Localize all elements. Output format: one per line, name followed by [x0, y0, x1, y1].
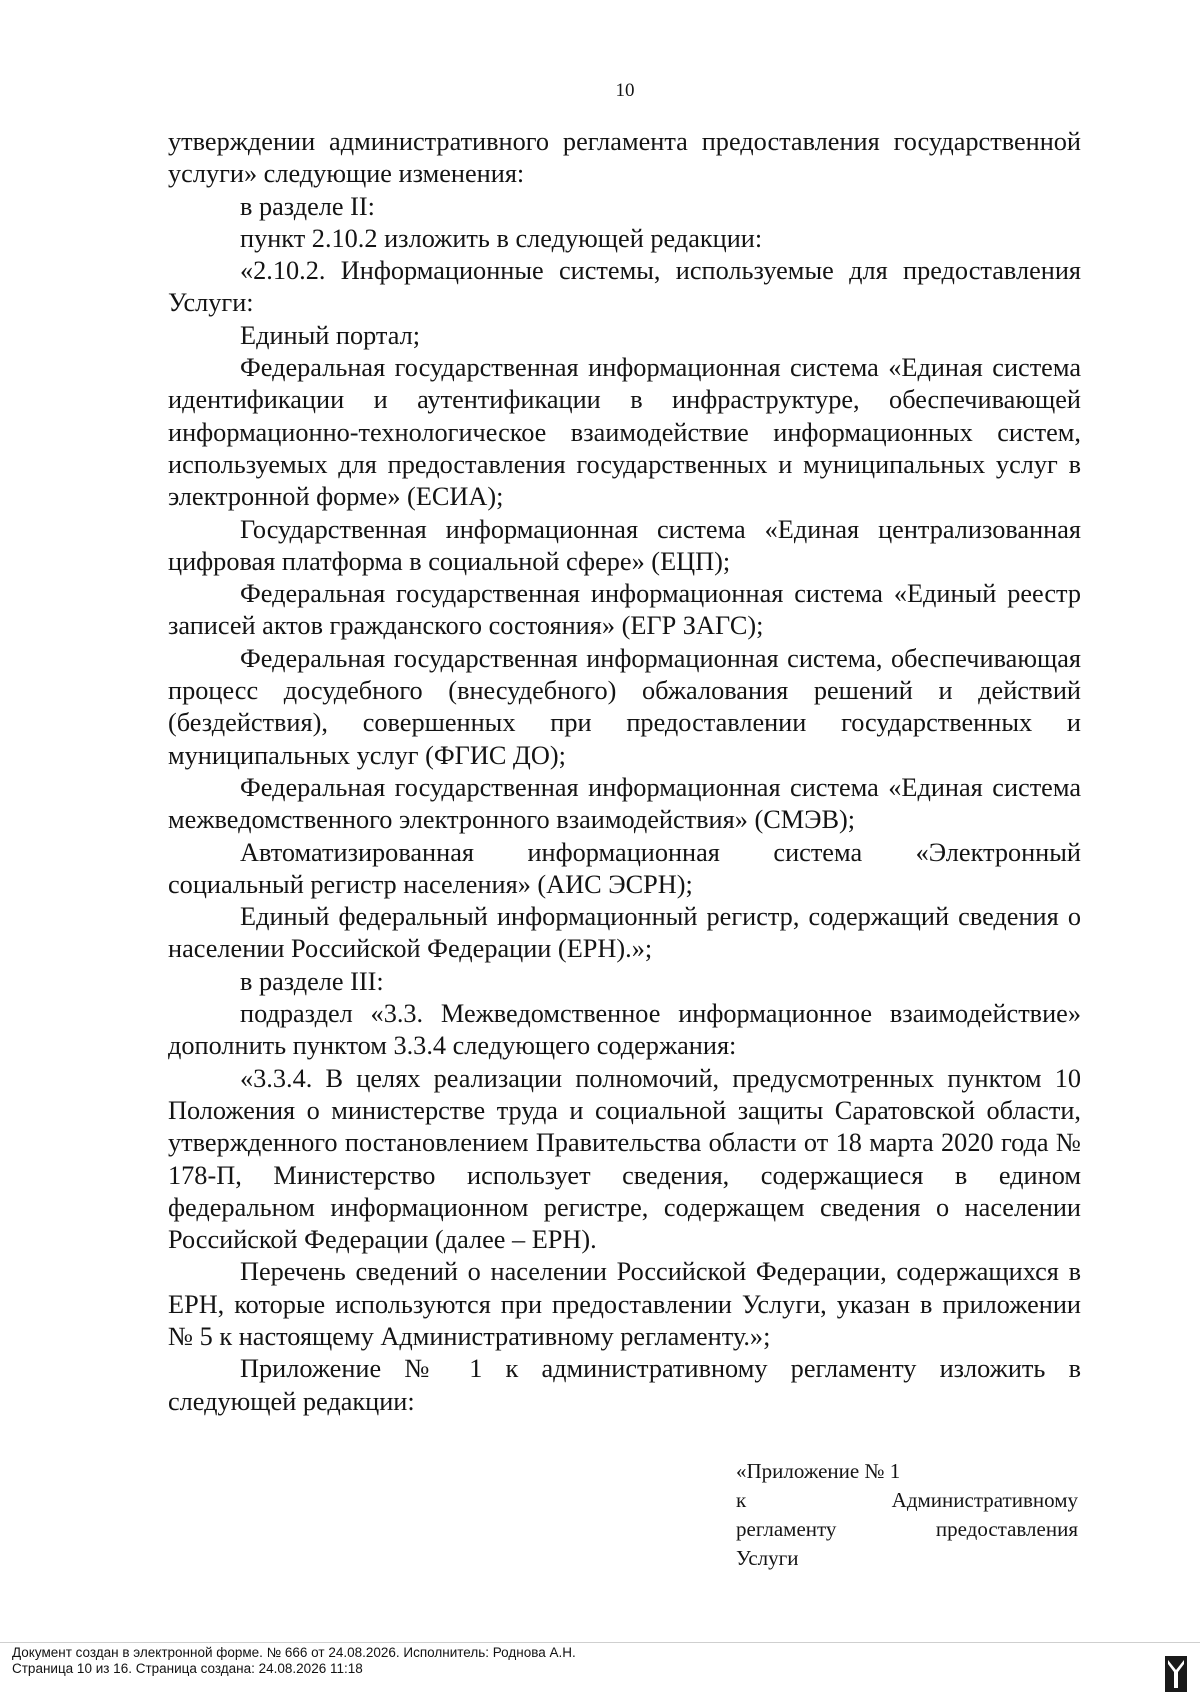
paragraph: утверждении административного регламента предоставления государственной услуги» следующие изменения: [168, 127, 1081, 189]
paragraph: Федеральная государственная информационная система «Единая система межведомственного электронного взаимодействия» (СМЭВ); [168, 772, 1081, 835]
emblem-icon [1165, 1656, 1187, 1692]
paragraph: в разделе III: [240, 966, 384, 996]
paragraph: Приложение № 1 к административному регламенту изложить в следующей редакции: [168, 1354, 1081, 1416]
appendix-line: регламенту предоставления [736, 1517, 1078, 1541]
paragraph: пункт 2.10.2 изложить в следующей редакции: [240, 223, 763, 253]
page-number: 10 [615, 80, 635, 101]
document-body [168, 126, 1081, 1418]
appendix-header [736, 1457, 1078, 1573]
footer-divider [0, 1642, 1200, 1643]
paragraph: Государственная информационная система «Единая централизованная цифровая платформа в социальной сфере» (ЕЦП); [168, 514, 1081, 576]
paragraph: в разделе II: [240, 191, 375, 221]
paragraph: «2.10.2. Информационные системы, используемые для предоставления Услуги: [168, 256, 1081, 318]
paragraph: Перечень сведений о населении Российской Федерации, содержащихся в ЕРН, которые используются при предоставлении Услуги, указан в приложении № 5 к настоящему Административному регламенту.»; [168, 1257, 1081, 1351]
paragraph: «3.3.4. В целях реализации полномочий, предусмотренных пунктом 10 Положения о министерстве труда и социальной защиты Саратовской области, утвержденного постановлением Правительства области от 18 марта 2020 года № 178-П, Министерство использует сведения, содержащиеся в едином федеральном информационном регистре, содержащем сведения о населении Российской Федерации (далее – ЕРН). [168, 1063, 1081, 1255]
paragraph: Федеральная государственная информационная система «Единый реестр записей актов гражданского состояния» (ЕГР ЗАГС); [168, 579, 1081, 641]
appendix-line: к Административному [736, 1488, 1078, 1512]
paragraph: Федеральная государственная информационная система, обеспечивающая процесс досудебного (внесудебного) обжалования решений и действий (бездействия), совершенных при предоставлении государственных и муниципальных услуг (ФГИС ДО); [168, 643, 1081, 770]
paragraph: подраздел «3.3. Межведомственное информационное взаимодействие» дополнить пунктом 3.3.4 следующего содержания: [168, 999, 1081, 1061]
footer-document-info: Документ создан в электронной форме. № 666 от 24.08.2026. Исполнитель: Роднова А.Н. [12, 1645, 576, 1660]
appendix-title: «Приложение № 1 [736, 1459, 901, 1483]
footer [12, 1645, 576, 1677]
footer-page-info: Страница 10 из 16. Страница создана: 24.08.2026 11:18 [12, 1661, 363, 1676]
appendix-line: Услуги [736, 1546, 799, 1570]
paragraph: Единый федеральный информационный регистр, содержащий сведения о населении Российской Федерации (ЕРН).»; [168, 902, 1081, 964]
paragraph: Федеральная государственная информационная система «Единая система идентификации и аутентификации в инфраструктуре, обеспечивающей информационно-технологическое взаимодействие информационных систем, используемых для предоставления государственных и муниципальных услуг в электронной форме» (ЕСИА); [168, 353, 1081, 512]
paragraph: Автоматизированная информационная система «Электронный социальный регистр населения» (АИС ЭСРН); [168, 837, 1081, 899]
paragraph: Единый портал; [240, 320, 421, 350]
